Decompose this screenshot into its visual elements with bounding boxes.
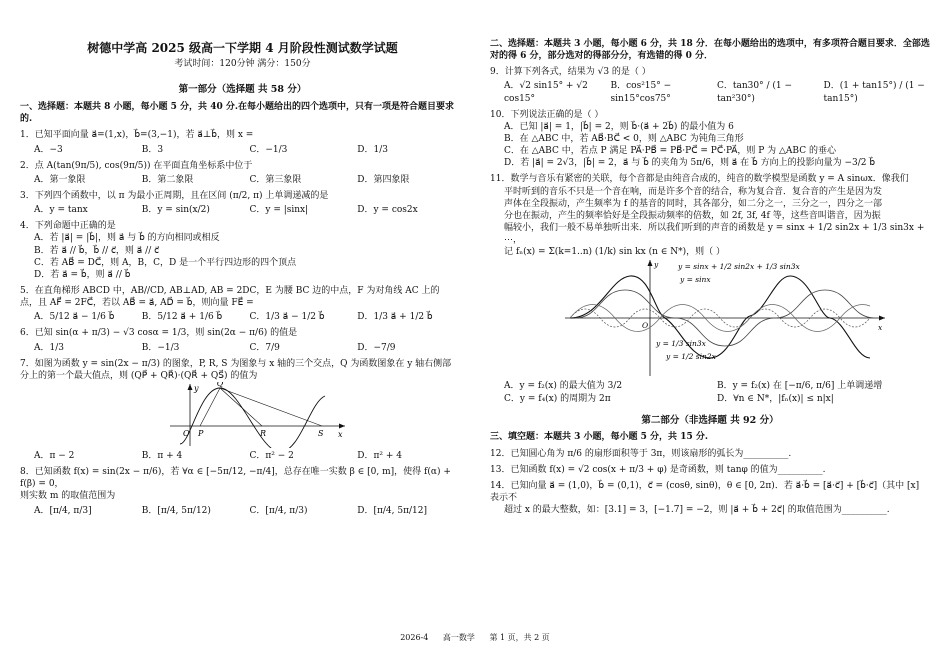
label-p: P xyxy=(198,428,204,438)
sine-graph-figure xyxy=(20,382,465,448)
option-b: B．[π/4, 5π/12) xyxy=(141,505,211,516)
question-options xyxy=(34,342,465,354)
label-y: y xyxy=(194,383,199,393)
label-y: y xyxy=(654,260,659,270)
part-two-heading: 第二部分（非选择题 共 92 分） xyxy=(641,414,779,426)
option-d: D．(1 + tan15°) / (1 − tan15°) xyxy=(823,81,925,104)
option-a: A．若 |a⃗| = |b⃗|，则 a⃗ 与 b⃗ 的方向相同或相反 xyxy=(34,233,220,244)
label-o: O xyxy=(183,428,190,438)
question-stem: 6．已知 sin(α + π/3) − √3 cosα = 1/3，则 sin(2α − π/6) 的值是 xyxy=(20,328,298,339)
question-stem: 10．下列说法正确的是（ ） xyxy=(490,109,604,120)
question-options xyxy=(34,450,465,462)
option-a: A．已知 |a⃗| = 1，|b⃗| = 2，则 b⃗·(a⃗ + 2b⃗) 的最小值为 6 xyxy=(504,121,734,132)
option-d: D．1/3 xyxy=(357,144,388,155)
option-c: C．在 △ABC 中，若点 P 满足 PA⃗·PB⃗ = PB⃗·PC⃗ = PC⃗·PA⃗，则 P 为 △ABC 的垂心 xyxy=(504,146,836,157)
question-stem: 2．点 A(tan(9π/5), cos(9π/5)) 在平面直角坐标系中位于 xyxy=(20,160,253,171)
label-sin2x: y = 1/2 sin2x xyxy=(666,352,716,362)
option-d: D．若 |a⃗| = 2√3，|b⃗| = 2，a⃗ 与 b⃗ 的夹角为 5π/6，则 a⃗ 在 b⃗ 方向上的投影向量为 −3/2 b⃗ xyxy=(504,158,876,169)
question-stem: 4．下列命题中正确的是 xyxy=(20,221,116,232)
harmonics-graph-figure xyxy=(490,258,930,378)
option-c: C．tan30° / (1 − tan²30°) xyxy=(717,81,793,104)
question-text-line: 平时听到的音乐不只是一个音在响，而是许多个音的结合，称为复合音．复合音的产生是因为发 xyxy=(504,186,883,197)
question-4 xyxy=(20,220,465,281)
question-options xyxy=(34,144,465,156)
option-a: A．5/12 a⃗ − 1/6 b⃗ xyxy=(34,312,115,323)
option-a: A．[π/4, π/3] xyxy=(34,505,92,516)
option-b: B．π + 4 xyxy=(141,450,183,461)
question-14 xyxy=(490,480,930,516)
y-axis-arrow xyxy=(188,384,193,390)
option-d: D．[π/4, 5π/12] xyxy=(357,505,428,516)
segment-qp xyxy=(200,388,220,426)
option-c: C．y = |sinx| xyxy=(249,205,309,216)
x-axis-arrow xyxy=(339,423,345,428)
question-stem: 7．如图为函数 y = sin(2x − π/3) 的图象，P, R, S 为图象与 x 轴的三个交点，Q 为函数图象在 y 轴右侧部 xyxy=(20,358,452,369)
option-d: D．若 a⃗ = b⃗，则 a⃗ // b⃗ xyxy=(34,269,131,280)
label-origin: O xyxy=(642,321,649,331)
question-1 xyxy=(20,129,465,155)
option-c: C．若 AB⃗ = DC⃗，则 A，B，C，D 是一个平行四边形的四个顶点 xyxy=(34,257,297,268)
question-2 xyxy=(20,160,465,186)
option-b: B．y = sin(x/2) xyxy=(141,205,210,216)
question-text-line: 记 fₙ(x) = Σ(k=1..n) (1/k) sin kx (n ∈ N*)，则（ ） xyxy=(504,247,726,258)
option-d: D．−7/9 xyxy=(357,342,396,353)
question-stem: 3．下列四个函数中，以 π 为最小正周期，且在区间 (π/2, π) 上单调递减的是 xyxy=(20,190,329,201)
footer-subject: 高一数学 xyxy=(442,633,475,642)
option-b: B．第二象限 xyxy=(141,174,194,185)
left-column xyxy=(20,0,465,517)
question-options xyxy=(504,80,930,104)
option-a: A．π − 2 xyxy=(34,450,75,461)
footer-date: 2026-4 xyxy=(400,633,429,642)
option-c: C．−1/3 xyxy=(249,144,288,155)
label-x: x xyxy=(878,323,883,333)
option-d: D．第四象限 xyxy=(357,174,410,185)
exam-subtitle: 考试时间：120分钟 满分：150分 xyxy=(174,59,311,70)
question-stem-cont: 点，且 AF⃗ = 2FC⃗，若以 AB⃗ = a⃗, AD⃗ = b⃗，则向量 FE⃗ = xyxy=(20,298,254,309)
option-b: B．3 xyxy=(141,144,164,155)
question-text-line: 分也在振动，产生的频率恰好是全段振动频率的倍数，如 2f, 3f, 4f 等，这些音叫谐音，因为振 xyxy=(504,210,881,221)
y-axis-arrow xyxy=(648,260,653,266)
x-axis-arrow xyxy=(879,316,885,321)
question-13: 13．已知函数 f(x) = √2 cos(x + π/3 + φ) 是奇函数，则 tanφ 的值为__________. xyxy=(490,464,826,475)
question-options xyxy=(34,174,465,186)
option-a: A．−3 xyxy=(34,144,63,155)
question-stem: 5．在直角梯形 ABCD 中，AB//CD, AB⊥AD, AB = 2DC，E 为腰 BC 边的中点，F 为对角线 AC 上的 xyxy=(20,285,440,296)
question-8 xyxy=(20,466,465,517)
label-q: Q xyxy=(216,381,224,388)
option-c: C．1/3 a⃗ − 1/2 b⃗ xyxy=(249,312,325,323)
option-b: B．若 a⃗ // b⃗，b⃗ // c⃗，则 a⃗ // c⃗ xyxy=(34,245,160,256)
option-c: C．第三象限 xyxy=(249,174,302,185)
question-7 xyxy=(20,358,465,462)
label-x: x xyxy=(338,429,343,439)
option-c: C．π² − 2 xyxy=(249,450,294,461)
question-11 xyxy=(490,173,930,404)
option-a: A．第一象限 xyxy=(34,174,86,185)
segment-qs xyxy=(220,388,322,426)
question-stem-cont: 超过 x 的最大整数，如：[3.1] = 3，[−1.7] = −2，则 |a⃗ + b⃗ + 2c⃗| 的取值范围为__________. xyxy=(504,505,890,516)
question-stem: 14．已知向量 a⃗ = (1,0)，b⃗ = (0,1)，c⃗ = (cosθ, sinθ)，θ ∈ [0, 2π)．若 a⃗·b⃗ = [a⃗·c⃗] + [b⃗·c⃗]（其中 [x] 表示不 xyxy=(490,480,920,504)
option-a: A．y = f₂(x) 的最大值为 3/2 xyxy=(504,381,623,392)
question-options xyxy=(504,121,930,170)
option-b: B．5/12 a⃗ + 1/6 b⃗ xyxy=(141,312,223,323)
label-composite: y = sinx + 1/2 sin2x + 1/3 sin3x xyxy=(678,262,800,272)
section-two-heading: 二、选择题：本题共 3 小题，每小题 6 分，共 18 分．在每小题给出的选项中，有多项符合题目要求．全部选对的得 6 分，部分选对的得部分分，有选错的得 0 分． xyxy=(490,39,930,62)
option-a: A．y = tanx xyxy=(34,205,88,216)
question-stem: 9．计算下列各式，结果为 √3 的是（ ） xyxy=(490,67,651,78)
option-d: D．∀n ∈ N*，|fₙ(x)| ≤ n|x| xyxy=(717,393,834,404)
question-9 xyxy=(490,66,930,104)
section-three-heading: 三、填空题：本题共 3 小题，每小题 5 分，共 15 分. xyxy=(490,432,708,443)
question-options xyxy=(34,505,465,517)
option-c: C．y = f₄(x) 的周期为 2π xyxy=(504,393,611,404)
question-10 xyxy=(490,109,930,170)
question-stem: 8．已知函数 f(x) = sin(2x − π/6)，若 ∀α ∈ [−5π/12, −π/4]，总存在唯一实数 β ∈ [0, m]，使得 f(α) + f(β) = 0， xyxy=(20,467,451,490)
question-text-line: 声体在全段振动，产生频率为 f 的基音的同时，其各部分，如二分之一，三分之一，四分之一部 xyxy=(504,198,883,209)
question-12: 12．已知圆心角为 π/6 的扇形面积等于 3π，则该扇形的弧长为__________. xyxy=(490,448,792,459)
label-sinx: y = sinx xyxy=(680,275,711,285)
part-one-heading: 第一部分（选择题 共 58 分） xyxy=(178,84,307,96)
question-options xyxy=(34,311,465,323)
exam-title: 树德中学高 2025 级高一下学期 4 月阶段性测试数学试题 xyxy=(87,41,398,55)
option-a: A．√2 sin15° + √2 cos15° xyxy=(504,81,588,104)
option-c: C．[π/4, π/3) xyxy=(249,505,308,516)
sine-curve xyxy=(180,388,325,448)
page-footer xyxy=(0,633,950,644)
option-c: C．7/9 xyxy=(249,342,280,353)
option-a: A．1/3 xyxy=(34,342,64,353)
label-r: R xyxy=(260,428,267,438)
section-one-heading: 一、选择题：本题共 8 小题，每小题 5 分，共 40 分.在每小题给出的四个选项中，只有一项是符合题目要求的. xyxy=(20,102,454,125)
option-d: D．1/3 a⃗ + 1/2 b⃗ xyxy=(357,312,433,323)
question-stem-cont: 则实数 m 的取值范围为 xyxy=(20,491,116,502)
option-b: B．cos²15° − sin15°cos75° xyxy=(610,81,672,104)
question-text-line: 11．数学与音乐有紧密的关联，每个音都是由纯音合成的，纯音的数学模型是函数 y = A sinωx．像我们 xyxy=(490,174,909,185)
option-b: B．在 △ABC 中，若 AB⃗·BC⃗ < 0，则 △ABC 为钝角三角形 xyxy=(504,133,744,144)
label-sin3x: y = 1/3 sin3x xyxy=(656,339,706,349)
option-d: D．π² + 4 xyxy=(357,450,402,461)
right-column xyxy=(490,0,930,516)
question-options xyxy=(34,204,465,216)
question-text-line: 幅较小，我们一般不易单独听出来．所以我们听到的声音的函数是 y = sinx + 1/2 sin2x + 1/3 sin3x + ⋯， xyxy=(504,222,925,246)
segment-qr xyxy=(220,388,262,426)
label-s: S xyxy=(318,428,324,438)
question-3 xyxy=(20,190,465,216)
question-6 xyxy=(20,327,465,353)
question-5 xyxy=(20,285,465,323)
question-options xyxy=(34,232,465,281)
option-b: B．−1/3 xyxy=(141,342,180,353)
question-options xyxy=(504,380,930,404)
footer-page: 第 1 页，共 2 页 xyxy=(489,633,550,642)
option-d: D．y = cos2x xyxy=(357,205,418,216)
option-b: B．y = f₂(x) 在 [−π/6, π/6] 上单调递增 xyxy=(717,381,883,392)
question-stem-cont: 分上的第一个最大值点，则 (QP⃗ + QR⃗)·(QR⃗ + QS⃗) 的值为 xyxy=(20,370,258,381)
question-stem: 1．已知平面向量 a⃗=(1,x)，b⃗=(3,−1)，若 a⃗⊥b⃗，则 x = xyxy=(20,130,254,141)
